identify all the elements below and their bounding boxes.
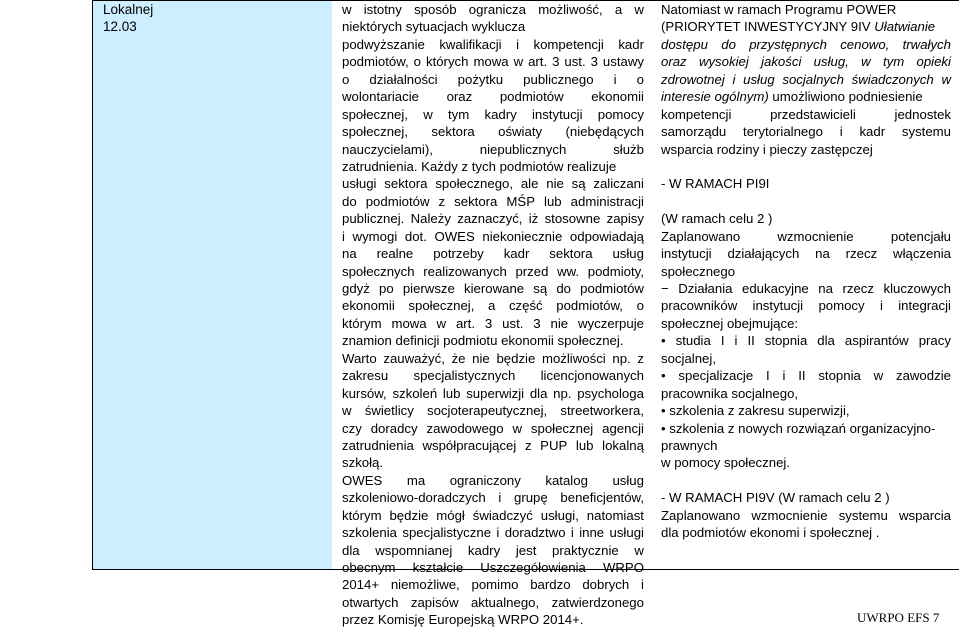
page-footer: UWRPO EFS 7: [857, 610, 940, 625]
right-text-line: zdrowotnej i usług socjalnych świadczonych w: [661, 71, 951, 87]
middle-text-line: szkołą.: [342, 455, 384, 471]
middle-text-line: zatrudnienia. Każdy z tych podmiotów realizuje: [342, 158, 617, 174]
middle-text-line: szkoleniowo-doradczych i grupę beneficjentów,: [342, 490, 644, 506]
middle-text-line: podmiotów, o których mowa w art. 3 ust. 3 ustawy: [342, 54, 644, 70]
right-text-line: (W ramach celu 2 ): [661, 211, 773, 227]
right-text-line: oraz wysokiej jakości usług, w tym opieki: [661, 54, 951, 70]
right-text-line: dla podmiotów ekonomi i społecznej .: [661, 525, 880, 541]
middle-text-line: zatrudnienia współpracującej z PUP lub lokalną: [342, 437, 644, 453]
middle-text-line: podwyższanie kwalifikacji i kompetencji kadr: [342, 36, 644, 52]
right-text-line: - W RAMACH PI9I: [661, 176, 770, 192]
middle-text-line: na realne potrzeby kadr sektora usług: [342, 246, 644, 262]
middle-text-line: publicznej. Należy zaznaczyć, iż stosowne zapisy: [342, 211, 644, 227]
middle-text-line: i wymogi dot. OWES niekoniecznie odpowiadają: [342, 228, 644, 244]
middle-text-line: gdyż po pierwsze kierowane są do podmiotów: [342, 281, 644, 296]
right-text-line: instytucji działających na rzecz włączenia: [661, 246, 951, 262]
middle-text-line: którym mowa w art. 3 ust. 3 nie wyczerpuje: [342, 315, 644, 331]
right-text-line: Zaplanowano wzmocnienie systemu wsparcia: [661, 507, 951, 523]
left-line-1: Lokalnej: [103, 2, 154, 17]
right-text-line: wsparcia rodziny i pieczy zastępczej: [661, 141, 873, 157]
right-text-line: [661, 158, 951, 175]
right-text-line: interesie ogólnym) umożliwiono podniesienie: [661, 89, 923, 105]
right-text-line: Zaplanowano wzmocnienie potencjału: [661, 228, 951, 244]
middle-text-line: do podmiotów z sektora MŚP lub administracji: [342, 193, 644, 209]
right-text-line: Natomiast w ramach Programu POWER: [661, 2, 897, 17]
middle-text-line: czy doradcy zawodowego w społecznej agencji: [342, 420, 644, 436]
right-column-text: [661, 1, 951, 542]
middle-text-line: Warto zauważyć, że nie będzie możliwości np. z: [342, 350, 644, 366]
middle-text-line: kursów, szkoleń lub superwizji dla np. psychologa: [342, 385, 644, 401]
left-cell: [92, 0, 333, 570]
middle-text-line: otwartych zapisów aktualnego, zatwierdzonego: [342, 594, 644, 610]
left-line-2: 12.03: [103, 19, 137, 34]
right-text-line: pracowników instytucji pomocy i integracji: [661, 298, 951, 314]
right-text-line: socjalnej,: [661, 350, 716, 366]
middle-text-line: o działalności pożytku publicznego i o: [342, 71, 644, 87]
middle-text-line: niektórych sytuacjach wyklucza: [342, 19, 526, 35]
right-text-line: dostępu do przystępnych cenowo, trwałych: [661, 36, 951, 52]
middle-text-line: przez Komisję Europejską WRPO 2014+.: [342, 612, 584, 628]
middle-text-line: wolontariacie oraz podmiotów ekonomii: [342, 89, 644, 105]
middle-text-line: znamion definicji podmiotu ekonomii społecznej.: [342, 333, 624, 349]
right-text-line: − Działania edukacyjne na rzecz kluczowych: [661, 281, 951, 296]
middle-text-line: w istotny sposób ogranicza możliwość, a w: [342, 2, 644, 17]
right-text-line: prawnych: [661, 437, 718, 453]
middle-text-line: szkolenia specjalistyczne i doradztwo i inne usługi: [342, 525, 644, 541]
right-text-line: • szkolenia z zakresu superwizji,: [661, 403, 850, 419]
right-text-line: samorządu terytorialnego i kadr systemu: [661, 124, 951, 140]
middle-text-line: 2014+ niemożliwe, pomimo bardzo dobrych i: [342, 577, 644, 593]
middle-text-line: społecznej, w tym kadry instytucji pomocy: [342, 106, 644, 122]
middle-text-line: obecnym kształcie Uszczegółowienia WRPO: [342, 560, 644, 575]
middle-text-line: którym będzie mógł świadczyć usługi, natomiast: [342, 507, 644, 523]
right-text-line: (PRIORYTET INWESTYCYJNY 9IV Ułatwianie: [661, 19, 936, 35]
middle-text-line: zakresu specjalistycznych licencjonowanych: [342, 368, 644, 384]
middle-text-line: dla wspomnianej kadry jest praktycznie w: [342, 542, 644, 558]
middle-text-line: nauczycielami), niepublicznych służb: [342, 141, 644, 157]
right-text-line: • specjalizacje I i II stopnia w zawodzie: [661, 368, 951, 384]
middle-text-line: OWES ma ograniczony katalog usług: [342, 472, 644, 488]
right-text-line: pracownika socjalnego,: [661, 385, 799, 401]
left-cell-text: [103, 1, 153, 35]
middle-text-line: w świetlicy socjoterapeutycznej, streetworkera,: [342, 403, 644, 419]
right-text-line: społecznej obejmujące:: [661, 315, 799, 331]
middle-text-line: społecznych realizowanych przed ww. podmioty,: [342, 263, 644, 279]
right-text-line: kompetencji przedstawicieli jednostek: [661, 106, 951, 122]
middle-text-line: ekonomii społecznej, a część podmiotów, o: [342, 298, 644, 314]
middle-column-text: [342, 1, 644, 629]
right-text-line: [661, 472, 951, 489]
middle-text-line: usługi sektora społecznego, ale nie są zaliczani: [342, 176, 644, 192]
right-text-line: - W RAMACH PI9V (W ramach celu 2 ): [661, 490, 890, 506]
right-text-line: [661, 193, 951, 210]
right-text-line: • szkolenia z nowych rozwiązań organizacyjno-: [661, 420, 936, 436]
right-text-line: w pomocy społecznej.: [661, 455, 791, 471]
middle-text-line: społecznej, sektora oświaty (niebędących: [342, 124, 644, 140]
right-text-line: społecznego: [661, 263, 736, 279]
right-text-line: • studia I i II stopnia dla aspirantów pracy: [661, 333, 951, 349]
